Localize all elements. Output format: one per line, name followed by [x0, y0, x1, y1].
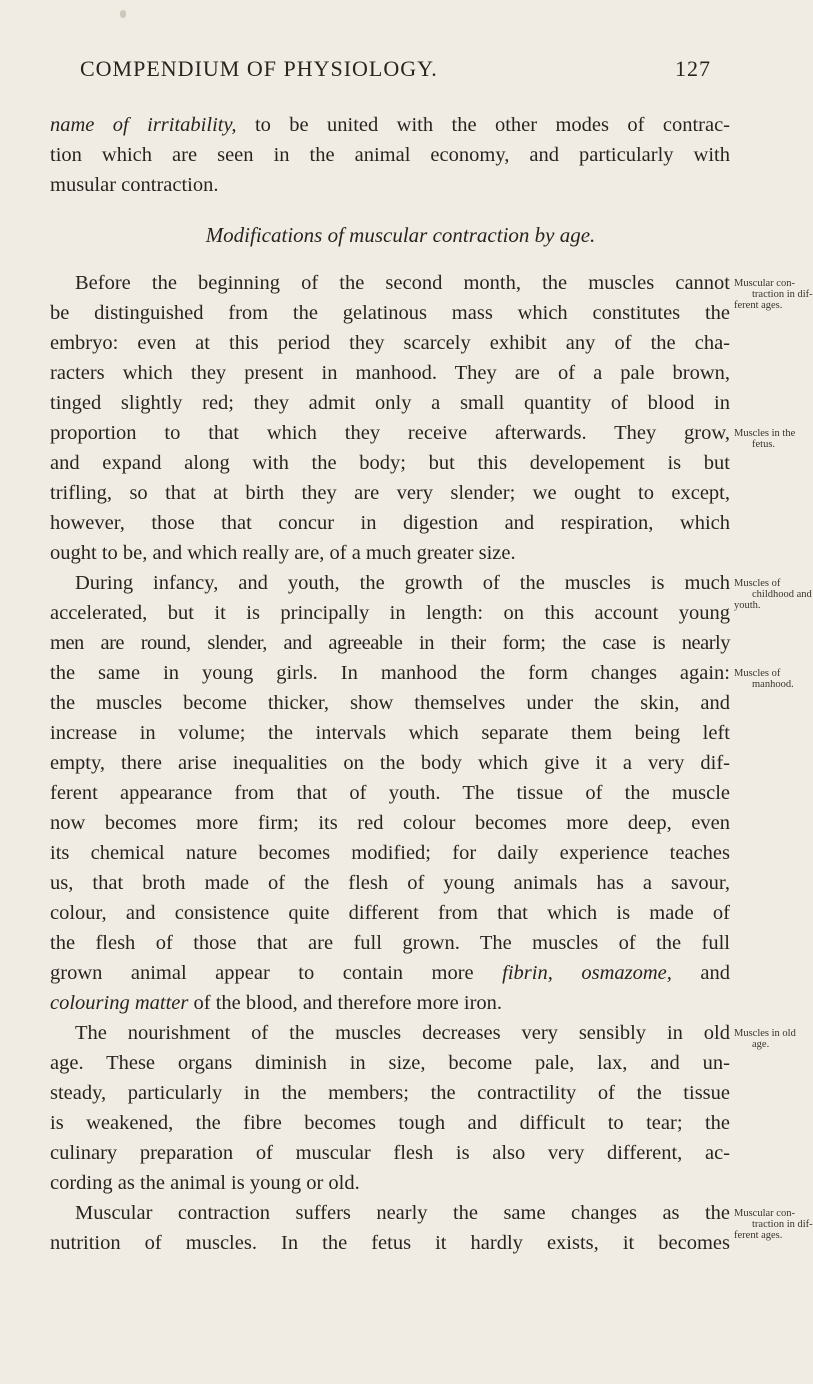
margin-note: Muscles in the fetus. [734, 428, 796, 450]
body-line: the flesh of those that are full grown. The muscles of the full [50, 932, 730, 954]
running-title: COMPENDIUM OF PHYSIOLOGY. [80, 56, 438, 81]
body-line: The nourishment of the muscles decreases very sensibly in old [75, 1022, 730, 1044]
body-line: musular contraction. [50, 174, 219, 196]
body-line: is weakened, the fibre becomes tough and difficult to tear; the [50, 1112, 730, 1134]
body-line: cording as the animal is young or old. [50, 1172, 360, 1194]
body-line: accelerated, but it is principally in length: on this account young [50, 602, 730, 624]
italic-term: colouring matter [50, 992, 189, 1014]
body-line: embryo: even at this period they scarcely exhibit any of the cha- [50, 332, 730, 354]
body-line: the same in young girls. In manhood the form changes again: [50, 662, 730, 684]
body-line: tinged slightly red; they admit only a small quantity of blood in [50, 392, 730, 414]
body-line: nutrition of muscles. In the fetus it hardly exists, it becomes [50, 1232, 730, 1254]
body-line: colouring matter of the blood, and therefore more iron. [50, 992, 503, 1014]
body-line: now becomes more firm; its red colour becomes more deep, even [50, 812, 730, 834]
body-line: ferent appearance from that of youth. The tissue of the muscle [50, 782, 730, 804]
body-line: ought to be, and which really are, of a much greater size. [50, 542, 516, 564]
body-line: empty, there arise inequalities on the body which give it a very dif- [50, 752, 730, 774]
margin-note: Muscles of childhood and youth. [734, 578, 812, 611]
italic-term: fibrin, [502, 962, 553, 984]
body-line: grown animal appear to contain more fibrin, osmazome, and [50, 962, 730, 984]
body-line: tion which are seen in the animal economy, and particularly with [50, 144, 730, 166]
body-line: us, that broth made of the flesh of young animals has a savour, [50, 872, 730, 894]
body-line: age. These organs diminish in size, become pale, lax, and un- [50, 1052, 730, 1074]
margin-note: Muscular con- traction in dif- ferent ages. [734, 1208, 813, 1241]
body-line: racters which they present in manhood. They are of a pale brown, [50, 362, 730, 384]
body-line: Muscular contraction suffers nearly the same changes as the [75, 1202, 730, 1224]
section-heading: Modifications of muscular contraction by age. [205, 223, 596, 247]
body-line: Before the beginning of the second month, the muscles cannot [75, 272, 730, 294]
body-line: the muscles become thicker, show themselves under the skin, and [50, 692, 730, 714]
body-line: colour, and consistence quite different from that which is made of [50, 902, 730, 924]
margin-note: Muscles in old age. [734, 1028, 796, 1050]
body-line: be distinguished from the gelatinous mass which constitutes the [50, 302, 730, 324]
body-line: men are round, slender, and agreeable in their form; the case is nearly [50, 632, 730, 654]
body-line: trifling, so that at birth they are very slender; we ought to except, [50, 482, 730, 504]
ink-smudge [120, 10, 126, 18]
page-number: 127 [675, 56, 711, 81]
body-line: name of irritability, to be united with the other modes of contrac- [50, 114, 730, 136]
body-line: steady, particularly in the members; the contractility of the tissue [50, 1082, 730, 1104]
italic-term: osmazome, [581, 962, 672, 984]
page-header [80, 56, 711, 88]
body-line: its chemical nature becomes modified; for daily experience teaches [50, 842, 730, 864]
body-line: however, those that concur in digestion and respiration, which [50, 512, 730, 534]
margin-note: Muscles of manhood. [734, 668, 794, 690]
body-line: increase in volume; the intervals which separate them being left [50, 722, 730, 744]
body-line: culinary preparation of muscular flesh is also very different, ac- [50, 1142, 730, 1164]
body-line: During infancy, and youth, the growth of the muscles is much [75, 572, 730, 594]
italic-term: name of irritability, [50, 114, 237, 136]
margin-note: Muscular con- traction in dif- ferent ages. [734, 278, 813, 311]
body-line: and expand along with the body; but this developement is but [50, 452, 730, 474]
body-line: proportion to that which they receive afterwards. They grow, [50, 422, 730, 444]
